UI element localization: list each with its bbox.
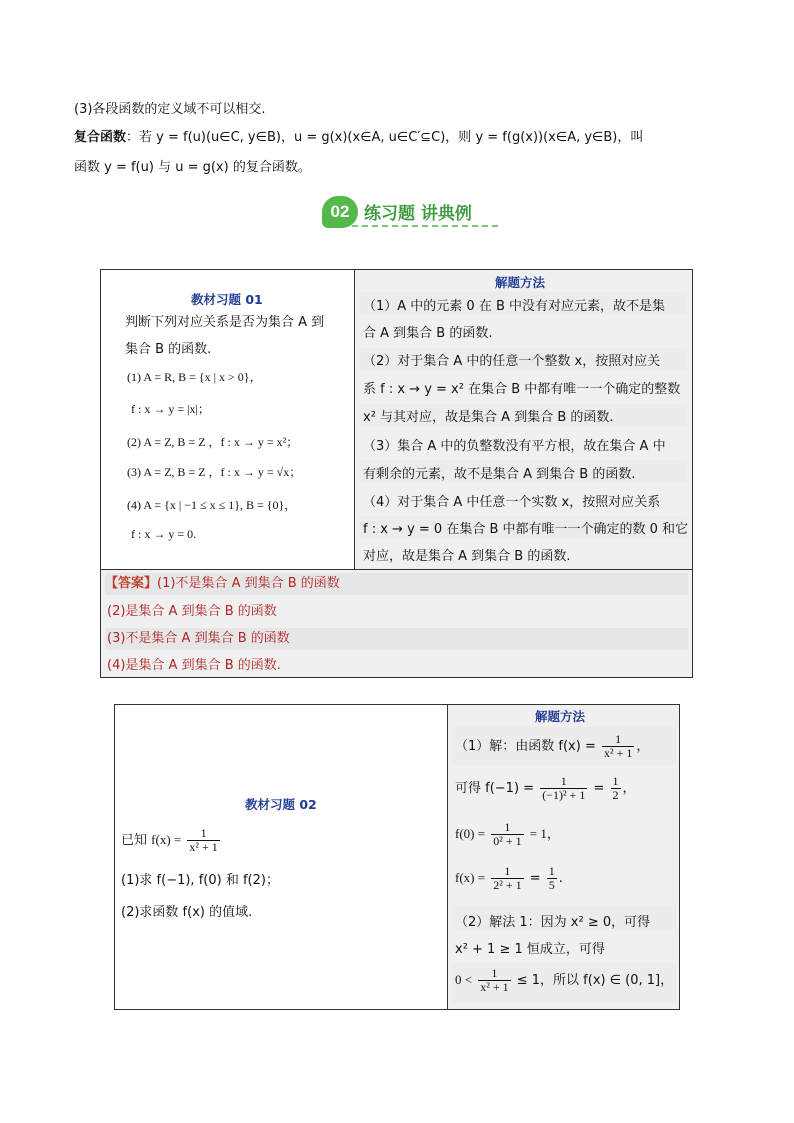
- solution-step-6: x² + 1 ≥ 1 恒成立，可得: [455, 942, 605, 957]
- exercise-1-table: [100, 269, 693, 678]
- method-line: f : x → y = 0 在集合 B 中都有唯一一个确定的数 0 和它: [363, 522, 689, 537]
- composite-function-text: ：若 y = f(u)(u∈C, y∈B)，u = g(x)(x∈A, u∈C′⊆C)，则 y = f(g(x))(x∈A, y∈B)，叫: [126, 130, 644, 145]
- method-line: 对应，故是集合 A 到集合 B 的函数.: [363, 549, 571, 564]
- section-underline: [352, 225, 498, 227]
- exercise-2-method-title: 解题方法: [535, 709, 586, 724]
- method-line: 有剩余的元素，故不是集合 A 到集合 B 的函数.: [363, 467, 636, 482]
- answer-line-4: (4)是集合 A 到集合 B 的函数.: [107, 658, 281, 673]
- answer-line-2: (2)是集合 A 到集合 B 的函数: [107, 604, 277, 619]
- exercise-1-item-2: (2) A = Z, B = Z ，f : x → y = x²；: [127, 435, 299, 449]
- method-line: （3）集合 A 中的负整数没有平方根，故在集合 A 中: [363, 439, 666, 454]
- method-line: （4）对于集合 A 中任意一个实数 x，按照对应关系: [363, 495, 661, 510]
- answer-line-1: [105, 572, 340, 591]
- exercise-1-item-4b: f : x → y = 0.: [131, 527, 197, 541]
- method-line: 系 f : x → y = x² 在集合 B 中都有唯一一个确定的整数: [363, 382, 681, 397]
- exercise-1-prompt-1: 判断下列对应关系是否为集合 A 到: [125, 315, 325, 330]
- domain-note-line: (3)各段函数的定义域不可以相交.: [74, 102, 266, 117]
- composite-function-label: 复合函数: [74, 130, 127, 145]
- exercise-1-item-1b: f : x → y = |x|；: [131, 402, 210, 416]
- solution-step-7: 0 < $\frac{1}{\text{x² + 1}}$ ≤ 1，所以 f(x) ∈ (0, 1]，: [455, 966, 674, 994]
- exercise-2-question-1: (1)求 f(−1), f(0) 和 f(2)；: [121, 873, 279, 888]
- answer-text: (1)不是集合 A 到集合 B 的函数: [157, 576, 340, 591]
- exercise-2-table: [114, 704, 680, 1010]
- solution-step-2: 可得 f(−1) = $\frac{1}{\text{(−1)² + 1}}$ = $\frac{1}{2}$ ，: [455, 774, 636, 802]
- exercise-1-prompt-2: 集合 B 的函数.: [125, 342, 212, 357]
- given-lhs: f(x) =: [151, 832, 182, 847]
- exercise-2-title: 教材习题 02: [245, 797, 317, 812]
- exercise-1-title: 教材习题 01: [191, 292, 263, 307]
- solution-step-1: （1）解：由函数 f(x) = $\frac{1}{\text{x² + 1}}$ ，: [455, 732, 650, 760]
- composite-function-definition: [74, 126, 643, 145]
- exercise-1-item-3: (3) A = Z, B = Z ，f : x → y = √x；: [127, 465, 302, 479]
- composite-function-conclusion: 函数 y = f(u) 与 u = g(x) 的复合函数。: [74, 160, 311, 175]
- exercise-2-given: [121, 827, 222, 854]
- section-title: 练习题 讲典例: [364, 204, 472, 224]
- solution-step-3: f(0) = $\frac{1}{\text{0² + 1}}$ = 1，: [455, 820, 560, 848]
- solution-step-4: f(x) = $\frac{1}{\text{2² + 1}}$ = $\frac{1}{5}$ .: [455, 864, 563, 892]
- method-line: （2）对于集合 A 中的任意一个整数 x，按照对应关: [363, 354, 661, 369]
- method-line: x² 与其对应，故是集合 A 到集合 B 的函数.: [363, 410, 614, 425]
- given-prefix: 已知: [121, 833, 148, 848]
- section-number-badge: 02: [322, 196, 358, 228]
- section-header: [322, 196, 498, 230]
- answer-label: 【答案】: [105, 576, 158, 591]
- exercise-1-item-1: (1) A = R, B = {x | x > 0}，: [127, 370, 262, 384]
- answer-line-3: (3)不是集合 A 到集合 B 的函数: [107, 631, 290, 646]
- exercise-1-item-4: (4) A = {x | −1 ≤ x ≤ 1}, B = {0}，: [127, 498, 297, 512]
- method-line: （1）A 中的元素 0 在 B 中没有对应元素，故不是集: [363, 299, 666, 314]
- exercise-1-method-title: 解题方法: [495, 275, 546, 290]
- solution-step-5: （2）解法 1：因为 x² ≥ 0，可得: [455, 915, 651, 930]
- method-line: 合 A 到集合 B 的函数.: [363, 326, 493, 341]
- given-fraction: $\frac{1}{\text{x² + 1}}$: [189, 826, 218, 854]
- exercise-2-question-2: (2)求函数 f(x) 的值域.: [121, 905, 253, 920]
